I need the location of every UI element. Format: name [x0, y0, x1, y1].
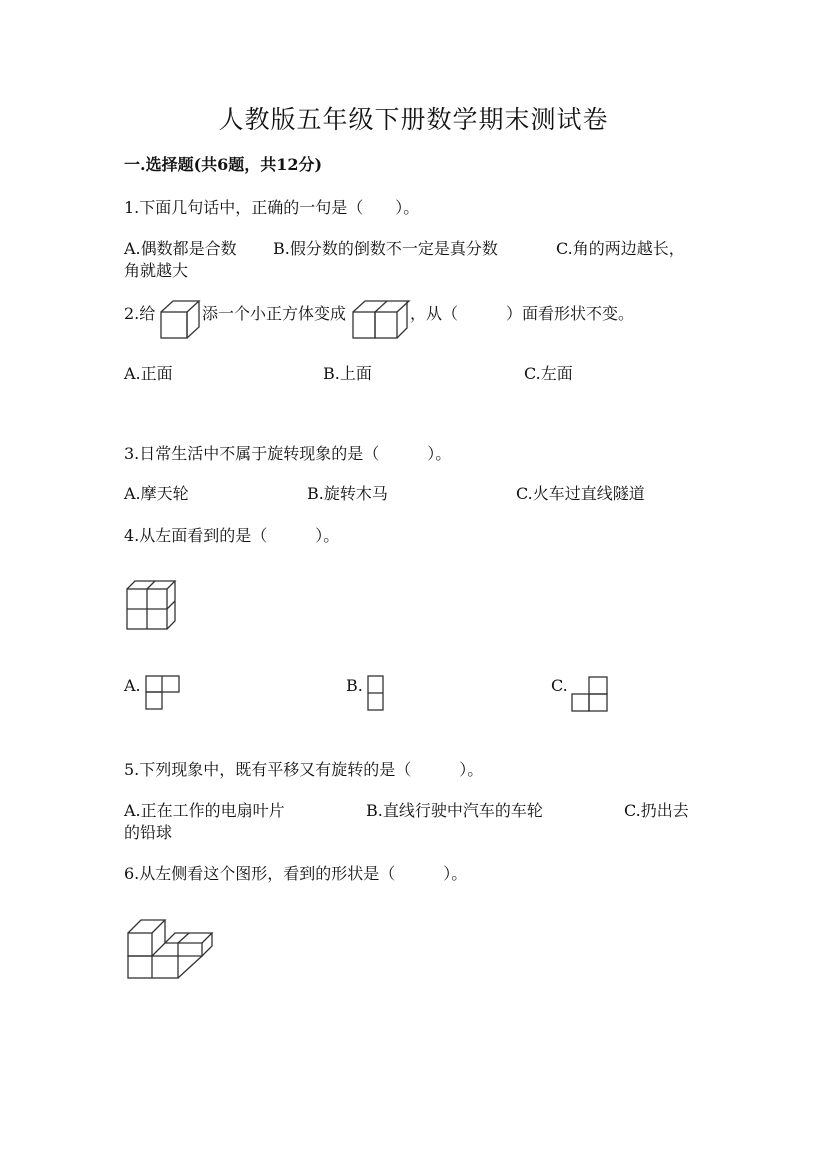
question-2-stem-part-2: 添一个小正方体变成	[202, 304, 347, 323]
question-6-stem: 6.从左侧看这个图形，看到的形状是（ ）。	[124, 864, 468, 883]
question-2-option-a: A.正面	[124, 364, 173, 383]
question-5-option-c: C.扔出去	[624, 801, 689, 820]
view-b	[367, 675, 385, 711]
question-4-stem: 4.从左面看到的是（ ）。	[124, 526, 340, 545]
two-cube-figure	[160, 300, 202, 340]
question-3-option-b: B.旋转木马	[307, 484, 388, 503]
question-1-stem: 1.下面几句话中，正确的一句是（ ）。	[124, 198, 420, 217]
question-3-stem: 3.日常生活中不属于旋转现象的是（ ）。	[124, 444, 452, 463]
question-5-option-a: A.正在工作的电扇叶片	[124, 801, 285, 820]
view-c	[571, 676, 609, 712]
question-4-option-c: C.	[551, 676, 568, 695]
question-1-option-b: B.假分数的倒数不一定是真分数	[273, 239, 498, 258]
question-1-option-c-wrap: 角就越大	[124, 261, 189, 280]
page-title: 人教版五年级下册数学期末测试卷	[218, 105, 609, 134]
question-1-option-a: A.偶数都是合数	[124, 239, 237, 258]
question-3-option-c: C.火车过直线隧道	[516, 484, 645, 503]
three-cube-figure	[352, 300, 410, 340]
question-5-stem: 5.下列现象中，既有平移又有旋转的是（ ）。	[124, 760, 484, 779]
question-4-option-b: B.	[346, 676, 363, 695]
view-a	[145, 675, 181, 711]
question-5-option-c-wrap: 的铅球	[124, 823, 173, 842]
question-4-option-a: A.	[124, 676, 141, 695]
question-5-option-b: B.直线行驶中汽车的车轮	[366, 801, 543, 820]
question-2-option-b: B.上面	[323, 364, 372, 383]
question-1-option-c: C.角的两边越长，	[556, 239, 685, 258]
question-3-option-a: A.摩天轮	[124, 484, 189, 503]
cube-stack-figure	[126, 580, 178, 632]
section-heading: 一.选择题(共6题，共12分)	[124, 155, 323, 174]
question-2-stem-part-3: ，从（ ）面看形状不变。	[410, 304, 635, 323]
question-2-stem-part-1: 2.给	[124, 304, 156, 323]
l-shape-cubes-figure	[127, 918, 217, 980]
question-2-option-c: C.左面	[524, 364, 573, 383]
